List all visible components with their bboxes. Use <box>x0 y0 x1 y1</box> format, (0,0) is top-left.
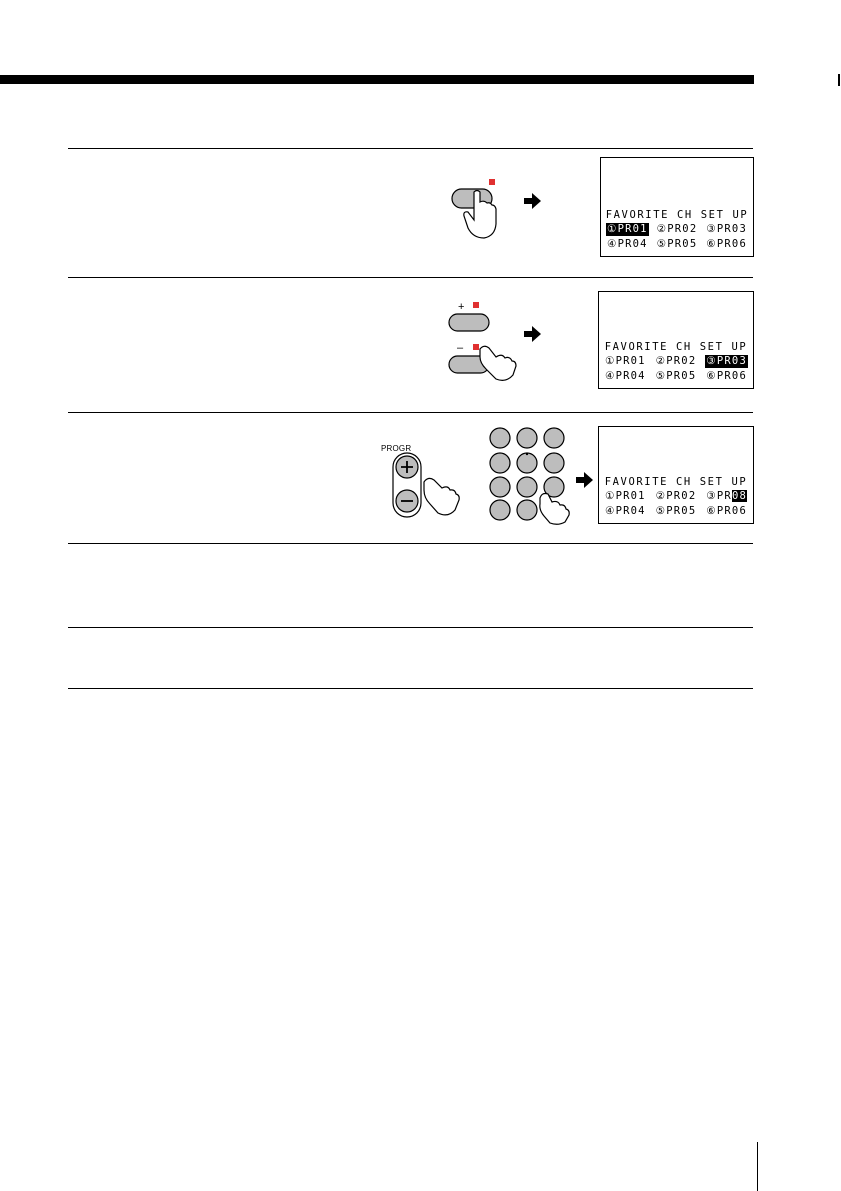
osd-cell-2: ②PR02 <box>656 223 698 235</box>
pointing-hand-icon <box>540 494 569 525</box>
tv-screen-step3 <box>598 426 754 524</box>
osd-cell-4: ④PR04 <box>605 370 646 382</box>
red-square-icon <box>473 344 479 350</box>
osd-cell-1-selected: ①PR01 <box>607 223 648 235</box>
osd-cell-1: ①PR01 <box>605 490 646 502</box>
osd-cell-3-new-value: 08 <box>731 490 747 502</box>
red-square-icon <box>473 302 479 308</box>
key-extra <box>490 500 510 520</box>
osd-cell-4: ④PR04 <box>605 505 646 517</box>
osd-cell-4: ④PR04 <box>607 238 648 250</box>
osd-cell-3-editing <box>705 490 748 503</box>
progr-label: PROGR <box>381 444 412 453</box>
step1-remote-illustration <box>440 172 570 244</box>
minus-label: – <box>457 342 464 354</box>
red-square-icon <box>489 179 495 185</box>
step2-remote-illustration <box>440 297 570 383</box>
key-4 <box>490 453 510 473</box>
section-rule-2 <box>68 277 753 278</box>
corner-mark <box>838 74 840 86</box>
section-rule-6 <box>68 688 753 689</box>
osd-cell-5: ⑤PR05 <box>655 370 697 382</box>
right-arrow-icon <box>576 472 593 488</box>
osd-row-1 <box>599 355 753 368</box>
progr-rocker-illustration <box>378 452 468 520</box>
key-1 <box>490 428 510 448</box>
key-7 <box>490 477 510 497</box>
page-edge-mark <box>757 1142 758 1191</box>
osd-cell-5: ⑤PR05 <box>655 505 697 517</box>
osd-cell-2: ②PR02 <box>655 490 697 502</box>
key-6 <box>544 453 564 473</box>
key-2 <box>517 428 537 448</box>
up-button <box>449 314 489 331</box>
right-arrow-icon <box>524 326 541 342</box>
number-keypad-illustration <box>484 426 614 526</box>
section-rule-5 <box>68 627 753 628</box>
plus-label: + <box>458 301 465 313</box>
section-rule-3 <box>68 412 753 413</box>
osd-cell-6: ⑥PR06 <box>706 370 747 382</box>
pointing-hand-icon <box>424 478 459 515</box>
key-0 <box>517 500 537 520</box>
osd-row-2 <box>599 370 753 383</box>
osd-row-2 <box>599 505 753 518</box>
osd-cell-3: ③PR03 <box>706 223 747 235</box>
section-rule-1 <box>68 148 753 149</box>
osd-title: FAVORITE CH SET UP <box>605 209 749 221</box>
osd-cell-6: ⑥PR06 <box>706 505 747 517</box>
section-rule-4 <box>68 543 753 544</box>
tv-screen-step1 <box>600 157 754 257</box>
tv-screen-step2 <box>598 291 754 389</box>
right-arrow-icon <box>524 193 541 209</box>
osd-row-1 <box>601 223 753 236</box>
pointing-hand-icon <box>480 346 516 380</box>
osd-cell-1: ①PR01 <box>605 355 646 367</box>
key-8 <box>517 477 537 497</box>
osd-title: FAVORITE CH SET UP <box>604 341 748 353</box>
osd-cell-2: ②PR02 <box>655 355 697 367</box>
osd-row-2 <box>601 238 753 251</box>
key-5-dot <box>526 453 528 455</box>
key-3 <box>544 428 564 448</box>
osd-title: FAVORITE CH SET UP <box>604 476 748 488</box>
header-bar <box>0 75 754 84</box>
osd-cell-3-selected: ③PR03 <box>706 355 747 367</box>
osd-cell-6: ⑥PR06 <box>706 238 747 250</box>
osd-cell-5: ⑤PR05 <box>656 238 698 250</box>
osd-cell-3-prefix: ③PR <box>706 490 732 502</box>
osd-row-1 <box>599 490 753 503</box>
key-5 <box>517 453 537 473</box>
